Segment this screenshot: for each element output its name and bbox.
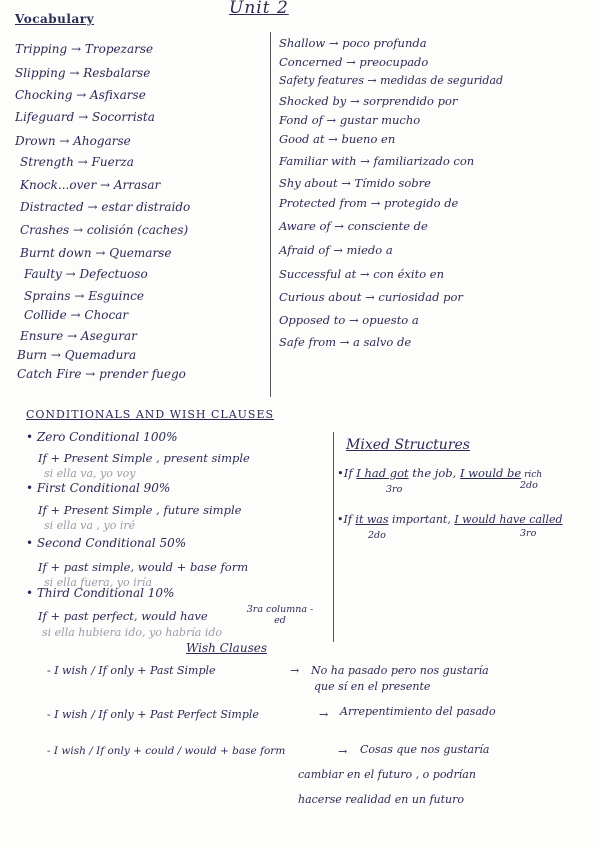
wish-arrow: →: [319, 708, 329, 721]
conditional-name: • Third Conditional 10%: [26, 586, 175, 600]
vocab-item: Safe from → a salvo de: [279, 335, 412, 349]
conditional-rule: If + past perfect, would have: [38, 609, 208, 623]
conditional-rule: If + past simple, would + base form: [38, 560, 249, 574]
vocab-item: Protected from → protegido de: [279, 196, 459, 210]
mixed-label: 2do: [520, 480, 538, 491]
conditional-example: si ella va , yo iré: [44, 519, 136, 532]
vocab-item: Opposed to → opuesto a: [279, 313, 419, 327]
conditional-name: • Zero Conditional 100%: [26, 430, 178, 444]
vocab-item: Strength → Fuerza: [20, 155, 134, 169]
mixed-label: 3ro: [520, 528, 537, 539]
mixed-example-2: •If it was important, I would have called: [337, 513, 563, 526]
vocab-item: Drown → Ahogarse: [15, 134, 131, 148]
wish-rule: - I wish / If only + Past Simple: [47, 664, 216, 677]
mixed-example-1: •If I had got the job, I would be rich: [337, 466, 543, 480]
conditional-rule: If + Present Simple , future simple: [38, 503, 242, 517]
conditional-rule: If + Present Simple , present simple: [38, 451, 250, 465]
mixed-label: 3ro: [386, 484, 403, 495]
vocab-item: Curious about → curiosidad por: [279, 290, 463, 304]
vocab-item: Catch Fire → prender fuego: [17, 367, 186, 381]
vocab-item: Slipping → Resbalarse: [15, 66, 151, 80]
wish-heading: Wish Clauses: [186, 641, 267, 655]
wish-meaning: No ha pasado pero nos gustaría: [311, 664, 489, 677]
mixed-heading: Mixed Structures: [346, 437, 470, 453]
mixed-divider: [333, 432, 334, 642]
vocab-item: Faulty → Defectuoso: [24, 267, 148, 281]
wish-rule: - I wish / If only + could / would + base form: [47, 745, 286, 757]
wish-arrow: →: [290, 664, 300, 677]
vocabulary-heading: Vocabulary: [15, 12, 95, 26]
wish-rule: - I wish / If only + Past Perfect Simple: [47, 708, 259, 721]
wish-meaning: que sí en el presente: [314, 680, 431, 693]
vocab-item: Safety features → medidas de seguridad: [279, 74, 504, 87]
conditional-name: • Second Conditional 50%: [26, 536, 187, 550]
wish-meaning: Cosas que nos gustaría: [360, 743, 490, 756]
conditional-name: • First Conditional 90%: [26, 481, 171, 495]
vocab-item: Distracted → estar distraido: [20, 200, 191, 214]
vocab-item: Aware of → consciente de: [279, 219, 428, 233]
vocab-item: Crashes → colisión (caches): [20, 223, 189, 237]
vocab-item: Collide → Chocar: [24, 308, 129, 322]
vocab-item: Lifeguard → Socorrista: [15, 110, 155, 124]
vocab-item: Knock...over → Arrasar: [20, 178, 161, 192]
vocab-item: Fond of → gustar mucho: [279, 113, 421, 127]
conditional-example: si ella fuera, yo iría: [44, 576, 152, 589]
vocab-divider: [270, 32, 271, 397]
conditional-example: si ella hubiera ido, yo habría ido: [42, 626, 223, 639]
conditional-note: 3ra columna -ed: [246, 604, 314, 626]
vocab-item: Familiar with → familiarizado con: [279, 154, 475, 168]
vocab-item: Burnt down → Quemarse: [20, 246, 172, 260]
wish-meaning: cambiar en el futuro , o podrían: [298, 768, 476, 781]
vocab-item: Successful at → con éxito en: [279, 267, 445, 281]
mixed-label: 2do: [368, 530, 386, 541]
vocab-item: Afraid of → miedo a: [279, 243, 393, 257]
vocab-item: Shallow → poco profunda: [279, 36, 427, 50]
wish-meaning: Arrepentimiento del pasado: [340, 705, 496, 718]
page-title: Unit 2: [229, 0, 289, 18]
conditional-example: si ella va, yo voy: [44, 467, 136, 480]
wish-meaning: hacerse realidad en un futuro: [298, 793, 465, 806]
vocab-item: Sprains → Esguince: [24, 289, 144, 303]
vocab-item: Concerned → preocupado: [279, 55, 429, 69]
vocab-item: Shy about → Tímido sobre: [279, 176, 431, 190]
vocab-item: Tripping → Tropezarse: [15, 42, 154, 56]
vocab-item: Shocked by → sorprendido por: [279, 94, 458, 108]
vocab-item: Good at → bueno en: [279, 132, 396, 146]
vocab-item: Burn → Quemadura: [17, 348, 137, 362]
wish-arrow: →: [338, 745, 348, 758]
vocab-item: Chocking → Asfixarse: [15, 88, 146, 102]
vocab-item: Ensure → Asegurar: [20, 329, 137, 343]
conditionals-heading: CONDITIONALS AND WISH CLAUSES: [26, 408, 275, 421]
